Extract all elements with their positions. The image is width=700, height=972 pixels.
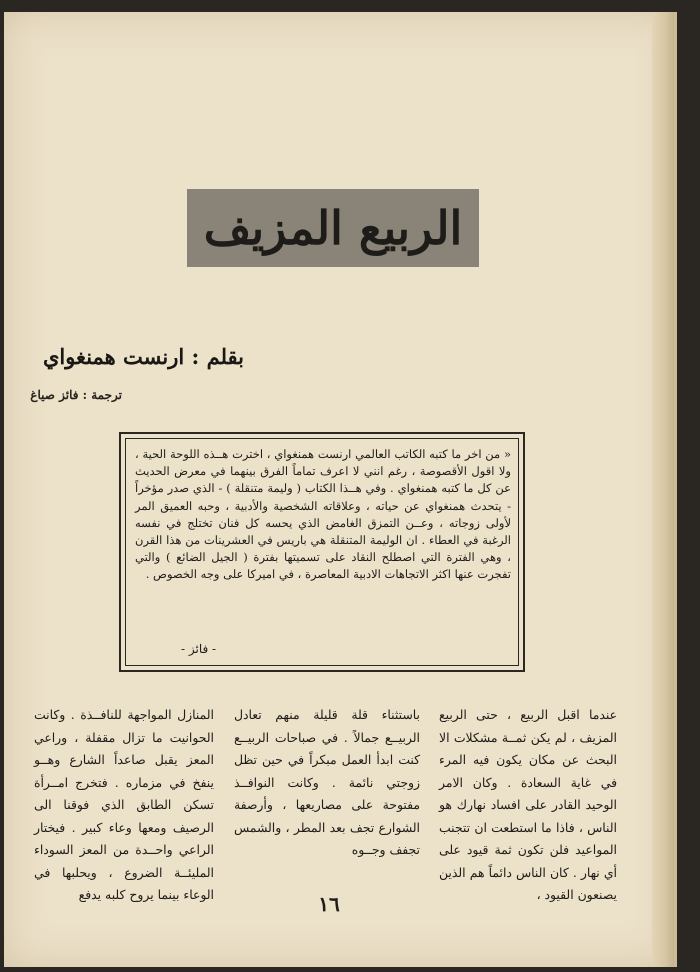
column-right: عندما اقبل الربيع ، حتى الربيع المزيف ، لم يكن ثمــة مشكلات الا البحث عن مكان يكون فيه المرء في غاية السعادة . وكان الامر الوحيد القادر على افساد نهارك هو الناس ، فاذا ما استطعت ان تتجنب المواعيد فلن تكون ثمة قيود على أي نهار . كان الناس دائماً هم الذين يصنعون القيود ، [439,707,617,902]
magazine-page [4,12,677,967]
intro-signature: - فائز - [181,642,217,656]
column-left: المنازل المواجهة للنافــذة . وكانت الحوانيت ما تزال مقفلة ، وراعي المعز يقبل صاعداً الشارع وهــو ينفخ في مزماره . فتخرج امــرأة تسكن الطابق الذي فوقنا الى الرصيف ومعها وعاء كبير . فيختار الراعي واحــدة من المعز السوداء المليئــة الضروع ، ويحلبها في الوعاء بينما يروح كلبه يدفع [34,707,214,902]
page-spine [652,12,674,967]
translator-credit: ترجمة : فائز صياغ [30,388,122,402]
intro-text: « من اخر ما كتبه الكاتب العالمي ارنست همنغواي ، اخترت هــذه اللوحة الحية ، ولا اقول الأقصوصة ، رغم انني لا اعرف تماماً الفرق بينهما في معرض الحديث عن كل ما كتبه همنغواي . وفي هــذا الكتاب ( وليمة متنقلة ) - الذي صدر مؤخراً - يتحدث همنغواي عن حياته ، وعلاقاته الشخصية والأدبية ، وحبه العميق المر لأولى زوجاته ، وعــن التمزق الغامض الذي يحسه كل فنان تختلج في نفسه الرغبة في العطاء . ان الوليمة المتنقلة هي باريس في العشرينات من هذا القرن ، وهي الفترة التي اصطلح النقاد على تسميتها بفترة ( الجيل الضائع ) والتي تفجرت عنها اكثر الاتجاهات الادبية المعاصرة ، في اميركا على وجه الخصوص . [135,447,511,582]
author-byline: بقلم : ارنست همنغواي [42,344,244,369]
page-number: ١٦ [318,892,340,916]
intro-box [119,432,525,672]
column-middle: باستثناء قلة قليلة منهم تعادل الربيــع جمالاً . في صباحات الربيــع كنت ابدأ العمل مبكراً في حين تظل زوجتي نائمة . وكانت النوافــذ مفتوحة على مصاريعها ، وأرصفة الشوارع تجف بعد المطر ، والشمس تجفف وجــوه [234,707,420,857]
article-title: الربيع المزيف [203,201,463,255]
title-banner [187,189,479,267]
